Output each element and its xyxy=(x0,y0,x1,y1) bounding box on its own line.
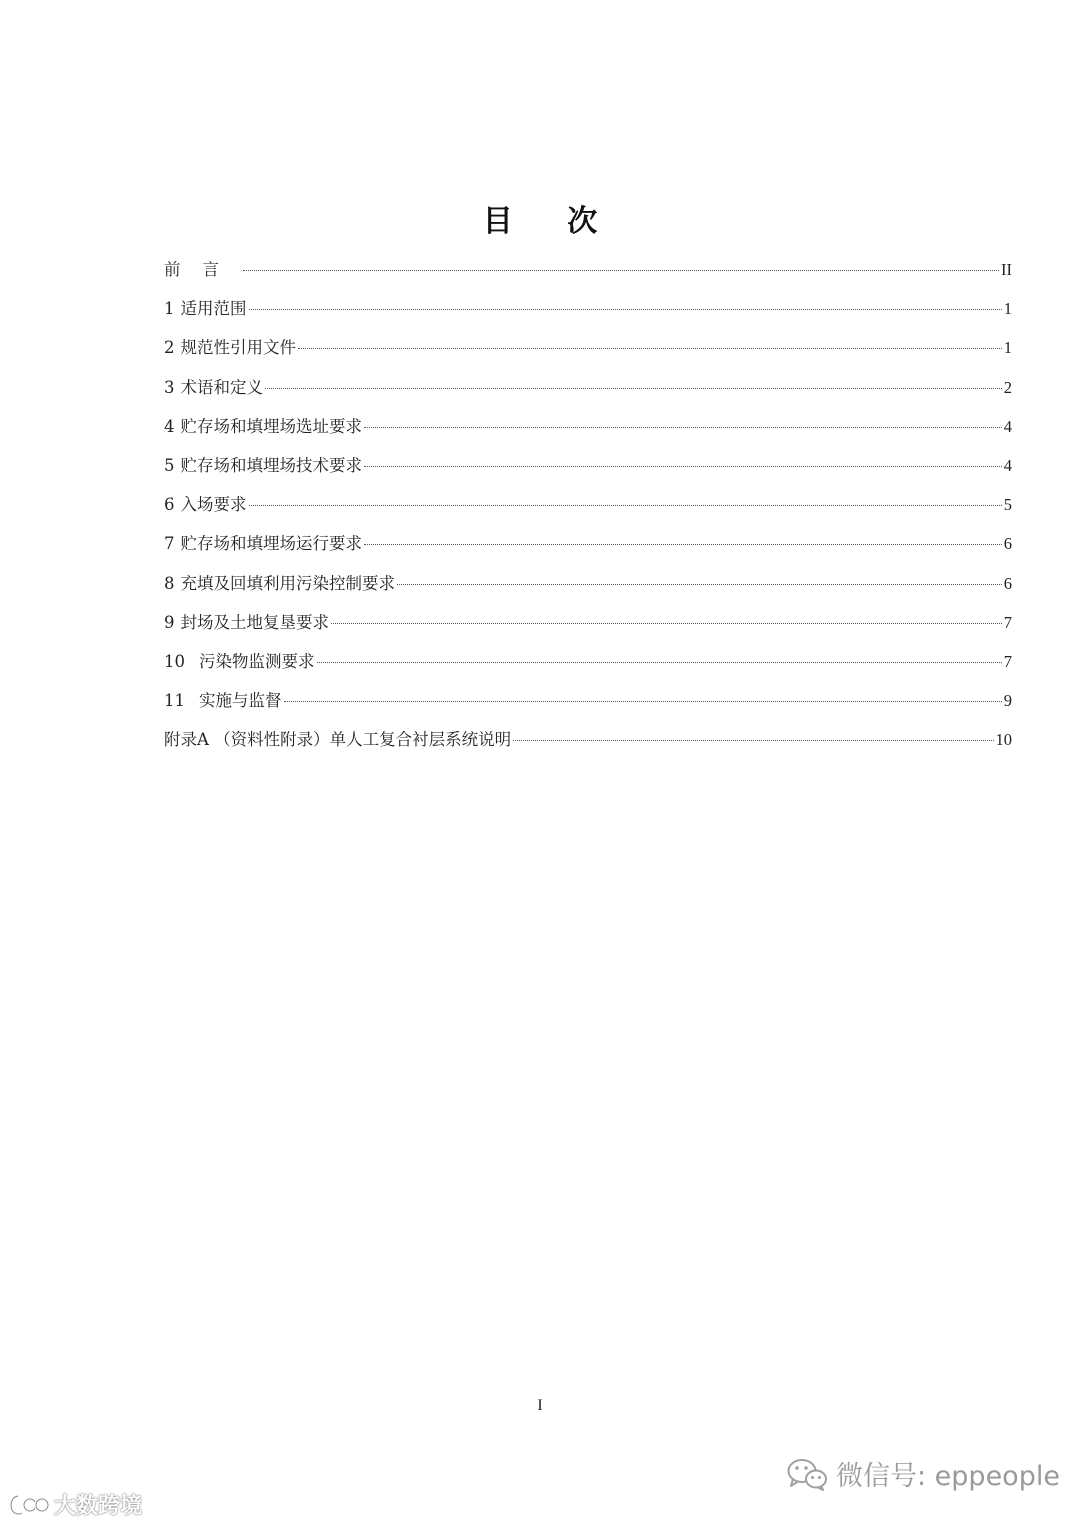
toc-entry-text: 附录A （资料性附录）单人工复合衬层系统说明 xyxy=(164,730,512,750)
toc-entry-text: 贮存场和填埋场技术要求 xyxy=(180,455,362,475)
dot-leader xyxy=(243,270,999,271)
toc-entry-page: 7 xyxy=(1003,651,1012,671)
dot-leader xyxy=(249,505,1002,506)
toc-entry-page: 6 xyxy=(1003,573,1012,593)
wechat-id-label: 微信号: eppeople xyxy=(836,1461,1060,1492)
toc-entry-10[interactable] xyxy=(164,644,1012,683)
toc-entry-text: 规范性引用文件 xyxy=(180,338,296,358)
logo-icon xyxy=(8,1493,52,1517)
toc-entry-text: 充填及回填利用污染控制要求 xyxy=(180,573,395,593)
corner-watermark xyxy=(8,1489,142,1520)
toc-entry-number: 3 xyxy=(164,377,175,397)
dot-leader xyxy=(397,584,1002,585)
toc-entry-11[interactable] xyxy=(164,683,1012,722)
toc-entry-page: 10 xyxy=(995,730,1012,750)
wechat-watermark xyxy=(786,1454,1060,1493)
toc-entry-7[interactable] xyxy=(164,526,1012,565)
page-title: 目 次 xyxy=(482,204,620,239)
dot-leader xyxy=(364,427,1002,428)
toc-entry-text: 适用范围 xyxy=(180,299,247,319)
toc-entry-text: 污染物监测要求 xyxy=(199,651,315,671)
toc-entry-text: 封场及土地复垦要求 xyxy=(180,612,329,632)
dot-leader xyxy=(513,740,993,741)
table-of-contents xyxy=(164,252,1012,761)
toc-entry-9[interactable] xyxy=(164,605,1012,644)
wechat-icon xyxy=(786,1457,828,1491)
toc-entry-appendix-a[interactable] xyxy=(164,722,1012,761)
toc-entry-number: 1 xyxy=(164,299,175,319)
dot-leader xyxy=(364,466,1002,467)
toc-entry-page: 6 xyxy=(1003,534,1012,554)
toc-entry-page: 7 xyxy=(1003,612,1012,632)
toc-entry-number: 10 xyxy=(164,651,185,671)
dot-leader xyxy=(364,544,1002,545)
toc-entry-number: 7 xyxy=(164,534,175,554)
toc-entry-8[interactable] xyxy=(164,566,1012,605)
page-number: I xyxy=(537,1397,543,1414)
dot-leader xyxy=(317,662,1002,663)
toc-entry-number: 5 xyxy=(164,455,175,475)
toc-entry-number: 8 xyxy=(164,573,175,593)
toc-entry-text: 前言 xyxy=(164,260,241,279)
toc-entry-4[interactable] xyxy=(164,409,1012,448)
toc-entry-page: 1 xyxy=(1003,338,1012,358)
toc-entry-number: 6 xyxy=(164,495,175,515)
toc-entry-number: 2 xyxy=(164,338,175,358)
dot-leader xyxy=(265,388,1002,389)
toc-entry-number: 11 xyxy=(164,691,185,711)
toc-entry-text: 实施与监督 xyxy=(199,691,282,711)
toc-entry-2[interactable] xyxy=(164,330,1012,369)
toc-entry-text: 贮存场和填埋场选址要求 xyxy=(180,416,362,436)
dot-leader xyxy=(284,701,1002,702)
toc-entry-page: 1 xyxy=(1003,299,1012,319)
toc-entry-page: 2 xyxy=(1003,377,1012,397)
toc-entry-5[interactable] xyxy=(164,448,1012,487)
dot-leader xyxy=(249,309,1002,310)
toc-entry-page: II xyxy=(1001,260,1012,279)
toc-entry-text: 入场要求 xyxy=(180,495,247,515)
toc-entry-preface[interactable] xyxy=(164,252,1012,291)
toc-entry-page: 5 xyxy=(1003,495,1012,515)
toc-entry-text: 术语和定义 xyxy=(180,377,263,397)
dot-leader xyxy=(298,348,1002,349)
toc-entry-page: 4 xyxy=(1003,455,1012,475)
dot-leader xyxy=(331,623,1002,624)
toc-entry-text: 贮存场和填埋场运行要求 xyxy=(180,534,362,554)
toc-entry-page: 9 xyxy=(1003,691,1012,711)
toc-entry-6[interactable] xyxy=(164,487,1012,526)
toc-entry-number: 4 xyxy=(164,416,175,436)
toc-entry-3[interactable] xyxy=(164,370,1012,409)
toc-entry-number: 9 xyxy=(164,612,175,632)
toc-entry-page: 4 xyxy=(1003,416,1012,436)
corner-watermark-label: 大数跨境 xyxy=(54,1494,143,1519)
toc-entry-1[interactable] xyxy=(164,291,1012,330)
